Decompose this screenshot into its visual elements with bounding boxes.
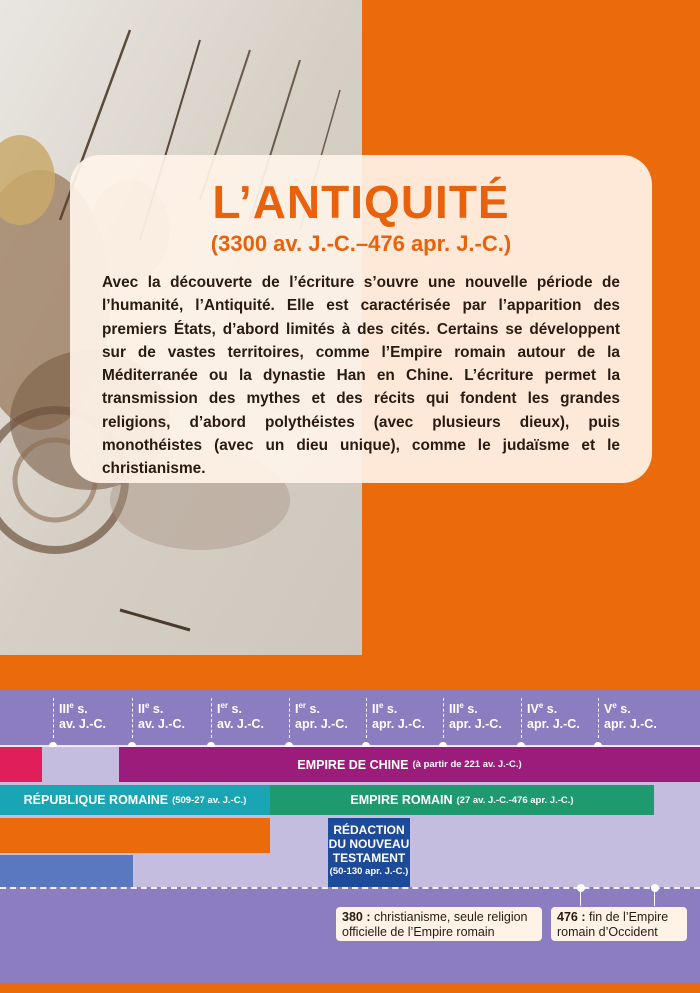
- century-marker: IIe s. av. J.-C.: [132, 698, 185, 738]
- event-note-380: 380 : christianisme, seule religion officielle de l’Empire romain: [336, 907, 542, 941]
- century-marker: IVe s. apr. J.-C.: [521, 698, 580, 738]
- century-marker: IIIe s. av. J.-C.: [53, 698, 106, 738]
- century-marker: IIe s. apr. J.-C.: [366, 698, 425, 738]
- china-pre-bar: [0, 747, 42, 782]
- event-stem-476: [654, 888, 655, 906]
- event-dot-380: [577, 884, 585, 892]
- period-dates: (3300 av. J.-C.–476 apr. J.-C.): [210, 231, 512, 256]
- blue-bar: [0, 855, 133, 887]
- republique-romaine-bar: RÉPUBLIQUE ROMAINE (509-27 av. J.-C.): [0, 785, 270, 815]
- century-marker: IIIe s. apr. J.-C.: [443, 698, 502, 738]
- lower-axis: [0, 887, 700, 889]
- century-marker: Ve s. apr. J.-C.: [598, 698, 657, 738]
- empire-romain-bar: EMPIRE ROMAIN (27 av. J.-C.-476 apr. J.-C.): [270, 785, 654, 815]
- intro-paragraph: Avec la découverte de l’écriture s’ouvre une nouvelle période de l’humanité, l’Antiquité. Elle est caractérisée par l’apparition des premiers États, d’abord limités à des cités. Certains se développent sur de vastes territoires, comme l’Empire romain autour de la Méditerranée ou la dynastie Han en Chine. L’écriture permet la transmission des mythes et des récits qui fondent les grandes religions, d’abord polythéistes (avec plusieurs dieux), puis monothéistes (avec un dieu unique), comme le judaïsme et le christianisme.: [102, 274, 620, 478]
- intro-card: [70, 155, 652, 483]
- event-note-476: 476 : fin de l’Empire romain d’Occident: [551, 907, 687, 941]
- orange-bar: [0, 818, 270, 853]
- century-marker: Ier s. apr. J.-C.: [289, 698, 348, 738]
- century-marker: Ier s. av. J.-C.: [211, 698, 264, 738]
- timeline: [0, 690, 700, 983]
- empire-chine-bar: EMPIRE DE CHINE (à partir de 221 av. J.-C.): [119, 747, 700, 782]
- event-stem-380: [580, 888, 581, 906]
- nouveau-testament-box: RÉDACTION DU NOUVEAU TESTAMENT (50-130 apr. J.-C.): [328, 818, 410, 887]
- event-dot-476: [651, 884, 659, 892]
- page-title: L’ANTIQUITÉ: [212, 176, 510, 228]
